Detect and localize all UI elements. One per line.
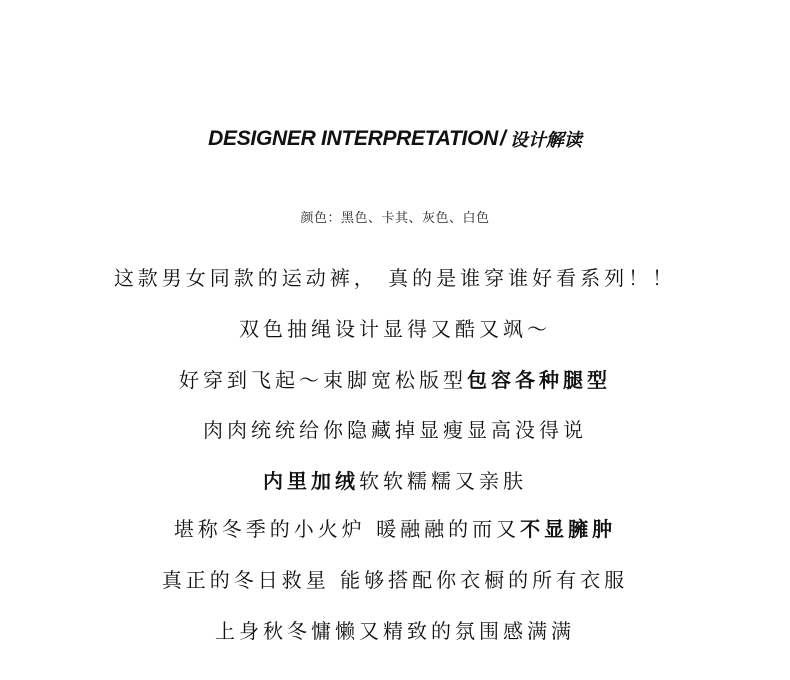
section-title-english: DESIGNER INTERPRETATION: [208, 127, 498, 150]
section-title-chinese: 设计解读: [509, 130, 582, 151]
description-line-7: [0, 564, 790, 593]
description-line-5: [0, 465, 790, 494]
description-line-4-text: 肉肉统统给你隐藏掉显瘦显高没得说: [203, 418, 587, 442]
description-line-3-highlight: 包容各种腿型: [467, 368, 611, 392]
description-line-1-text: 这款男女同款的运动裤， 真的是谁穿谁好看系列！！: [113, 266, 677, 290]
description-line-2-text: 双色抽绳设计显得又酷又飒～: [239, 317, 551, 341]
description-line-8: [0, 615, 790, 644]
description-line-5-highlight: 内里加绒: [263, 469, 359, 493]
description-line-8-text: 上身秋冬慵懒又精致的氛围感满满: [215, 619, 575, 643]
description-line-5-text: 软软糯糯又亲肤: [359, 469, 527, 493]
section-title: [0, 126, 790, 152]
description-line-3-text: 好穿到飞起～束脚宽松版型: [179, 368, 467, 392]
description-line-4: [0, 414, 790, 443]
color-options-text: 颜色：黑色、卡其、灰色、白色: [300, 211, 490, 226]
description-line-2: [0, 313, 790, 342]
section-title-separator: /: [500, 127, 506, 150]
description-line-6-highlight: 不显臃肿: [520, 517, 617, 541]
description-line-6-text: 堪称冬季的小火炉 暖融融的而又: [173, 517, 521, 541]
description-line-1: [0, 262, 790, 291]
description-line-6: [0, 513, 790, 542]
description-line-3: [0, 364, 790, 393]
description-line-7-text: 真正的冬日救星 能够搭配你衣橱的所有衣服: [161, 568, 629, 592]
